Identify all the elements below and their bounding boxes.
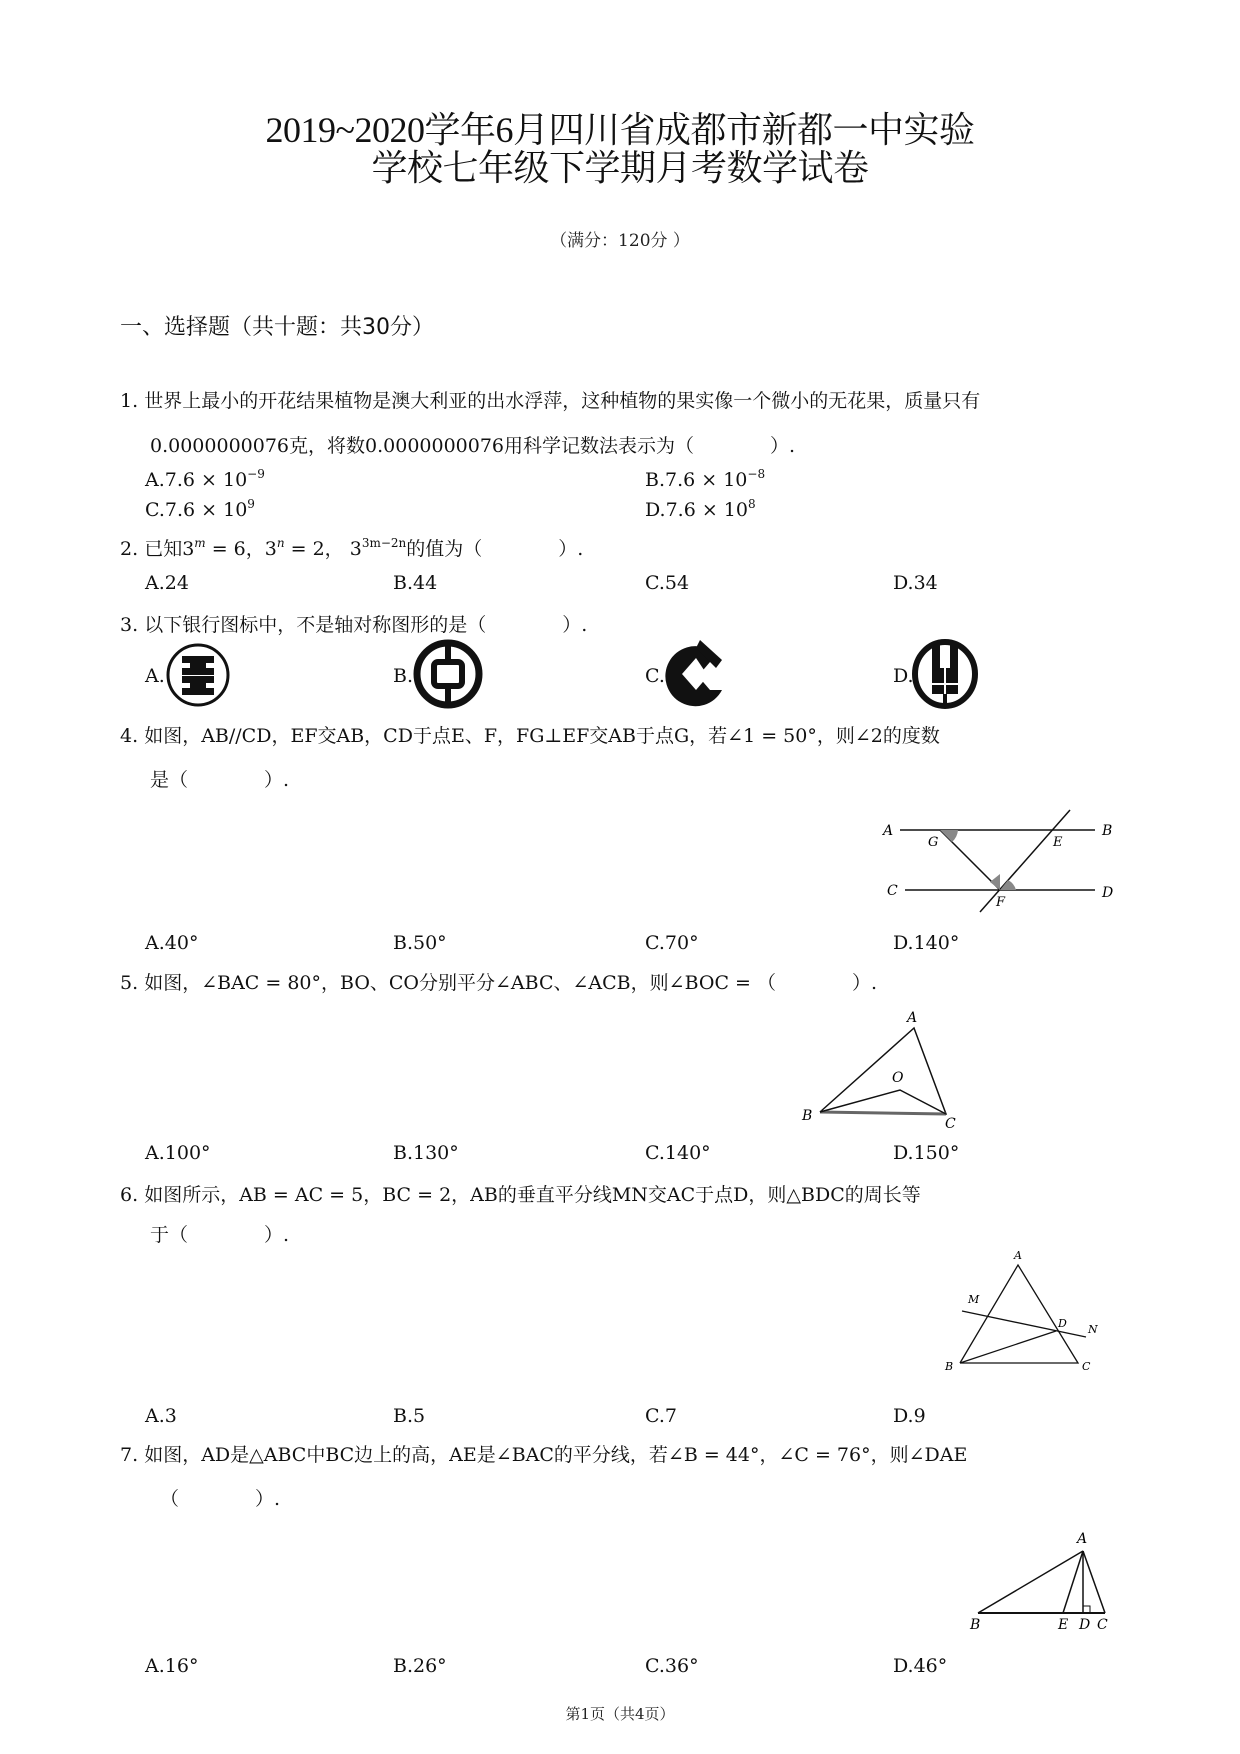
svg-text:A: A bbox=[1077, 1531, 1088, 1547]
question-7-line2: （ ）. bbox=[160, 1488, 281, 1510]
option-d[interactable]: D.34 bbox=[893, 572, 938, 594]
option-b[interactable]: B.5 bbox=[393, 1405, 426, 1427]
option-d[interactable]: $D.7.6 \times 10^8$ bbox=[645, 497, 756, 521]
page-number: 第1页（共4页） bbox=[565, 1705, 675, 1723]
option-c[interactable]: C. bbox=[645, 665, 665, 687]
option-d[interactable]: D.150° bbox=[893, 1142, 960, 1164]
option-a[interactable]: $A.7.6 \times 10^{-9}$ bbox=[145, 467, 265, 491]
option-a[interactable]: A.100° bbox=[145, 1142, 211, 1164]
option-b[interactable]: $B.7.6 \times 10^{-8}$ bbox=[645, 467, 766, 491]
option-c[interactable]: C.36° bbox=[645, 1655, 699, 1677]
question-6: 6. 如图所示，AB = AC = 5，BC = 2，AB的垂直平分线MN交AC于点D，则△BDC的周长等 bbox=[120, 1184, 921, 1206]
svg-text:F: F bbox=[996, 895, 1006, 910]
option-c[interactable]: $C.7.6 \times 10^9$ bbox=[145, 497, 255, 521]
boc-logo-icon bbox=[412, 638, 484, 710]
option-d[interactable]: D.140° bbox=[893, 932, 960, 954]
option-b[interactable]: B.130° bbox=[393, 1142, 459, 1164]
question-3: 3. 以下银行图标中，不是轴对称图形的是（ ）. bbox=[120, 614, 588, 636]
svg-text:B: B bbox=[1102, 823, 1113, 839]
svg-text:B: B bbox=[970, 1617, 981, 1633]
figure-isosceles-triangle bbox=[930, 1245, 1120, 1385]
option-a[interactable]: A.24 bbox=[145, 572, 189, 594]
question-1-line2: 0.0000000076克，将数0.0000000076用科学记数法表示为（ ）. bbox=[150, 435, 796, 457]
exam-title-line1: 2019~2020学年6月四川省成都市新都一中实验 bbox=[265, 110, 975, 150]
svg-text:C: C bbox=[887, 883, 898, 899]
question-4: 4. 如图，AB//CD，EF交AB，CD于点E、F，FG⊥EF交AB于点G，若∠1 = 50°，则∠2的度数 bbox=[120, 725, 940, 747]
question-7: 7. 如图，AD是△ABC中BC边上的高，AE是∠BAC的平分线，若∠B = 44°，∠C = 76°，则∠DAE bbox=[120, 1444, 968, 1466]
svg-text:D: D bbox=[1079, 1617, 1091, 1633]
option-b[interactable]: B.44 bbox=[393, 572, 438, 594]
figure-parallel-lines bbox=[880, 800, 1120, 920]
section-heading: 一、选择题（共十题：共30分） bbox=[120, 315, 434, 340]
figure-altitude-bisector bbox=[960, 1505, 1120, 1635]
svg-text:M: M bbox=[968, 1293, 980, 1306]
option-d[interactable]: D.46° bbox=[893, 1655, 948, 1677]
figure-triangle-bisectors bbox=[800, 1000, 970, 1130]
icbc-logo-icon bbox=[165, 642, 231, 708]
svg-text:B: B bbox=[945, 1360, 954, 1373]
svg-text:A: A bbox=[883, 823, 894, 839]
option-a[interactable]: A.40° bbox=[145, 932, 199, 954]
option-c[interactable]: C.7 bbox=[645, 1405, 677, 1427]
option-b[interactable]: B.26° bbox=[393, 1655, 447, 1677]
svg-text:G: G bbox=[928, 835, 939, 850]
exam-title-line2: 学校七年级下学期月考数学试卷 bbox=[371, 148, 869, 188]
option-d[interactable]: D. bbox=[893, 665, 914, 687]
question-text: 世界上最小的开花结果植物是澳大利亚的出水浮萍，这种植物的果实像一个微小的无花果，质量只有 bbox=[144, 390, 981, 412]
svg-text:A: A bbox=[907, 1010, 918, 1026]
svg-text:C: C bbox=[945, 1116, 956, 1130]
option-a[interactable]: A. bbox=[145, 665, 165, 687]
svg-text:C: C bbox=[1082, 1360, 1091, 1373]
option-a[interactable]: A.3 bbox=[145, 1405, 177, 1427]
question-5: 5. 如图，∠BAC = 80°，BO、CO分别平分∠ABC、∠ACB，则∠BOC = （ ）. bbox=[120, 972, 878, 994]
question-2: 2. 已知$3^m = 6$，$3^n = 2$， $3^{3m-2n}$的值为（ ）. bbox=[120, 536, 584, 560]
svg-text:N: N bbox=[1088, 1323, 1098, 1336]
question-4-line2: 是（ ）. bbox=[150, 769, 290, 791]
svg-text:O: O bbox=[892, 1070, 904, 1086]
svg-text:A: A bbox=[1014, 1249, 1022, 1262]
question-1 bbox=[120, 386, 980, 413]
svg-text:D: D bbox=[1102, 885, 1114, 901]
option-b[interactable]: B. bbox=[393, 665, 414, 687]
svg-text:D: D bbox=[1058, 1317, 1067, 1330]
full-score: （满分：120分 ） bbox=[550, 231, 690, 251]
option-a[interactable]: A.16° bbox=[145, 1655, 199, 1677]
option-c[interactable]: C.140° bbox=[645, 1142, 711, 1164]
option-d[interactable]: D.9 bbox=[893, 1405, 926, 1427]
svg-text:C: C bbox=[1097, 1617, 1108, 1633]
abc-logo-icon bbox=[910, 638, 980, 710]
svg-text:B: B bbox=[802, 1108, 813, 1124]
question-6-line2: 于（ ）. bbox=[150, 1224, 290, 1246]
option-c[interactable]: C.70° bbox=[645, 932, 699, 954]
question-number: 1. bbox=[120, 390, 139, 412]
svg-text:E: E bbox=[1053, 835, 1063, 850]
svg-text:E: E bbox=[1058, 1617, 1069, 1633]
ccb-logo-icon bbox=[660, 638, 730, 708]
option-b[interactable]: B.50° bbox=[393, 932, 447, 954]
option-c[interactable]: C.54 bbox=[645, 572, 690, 594]
